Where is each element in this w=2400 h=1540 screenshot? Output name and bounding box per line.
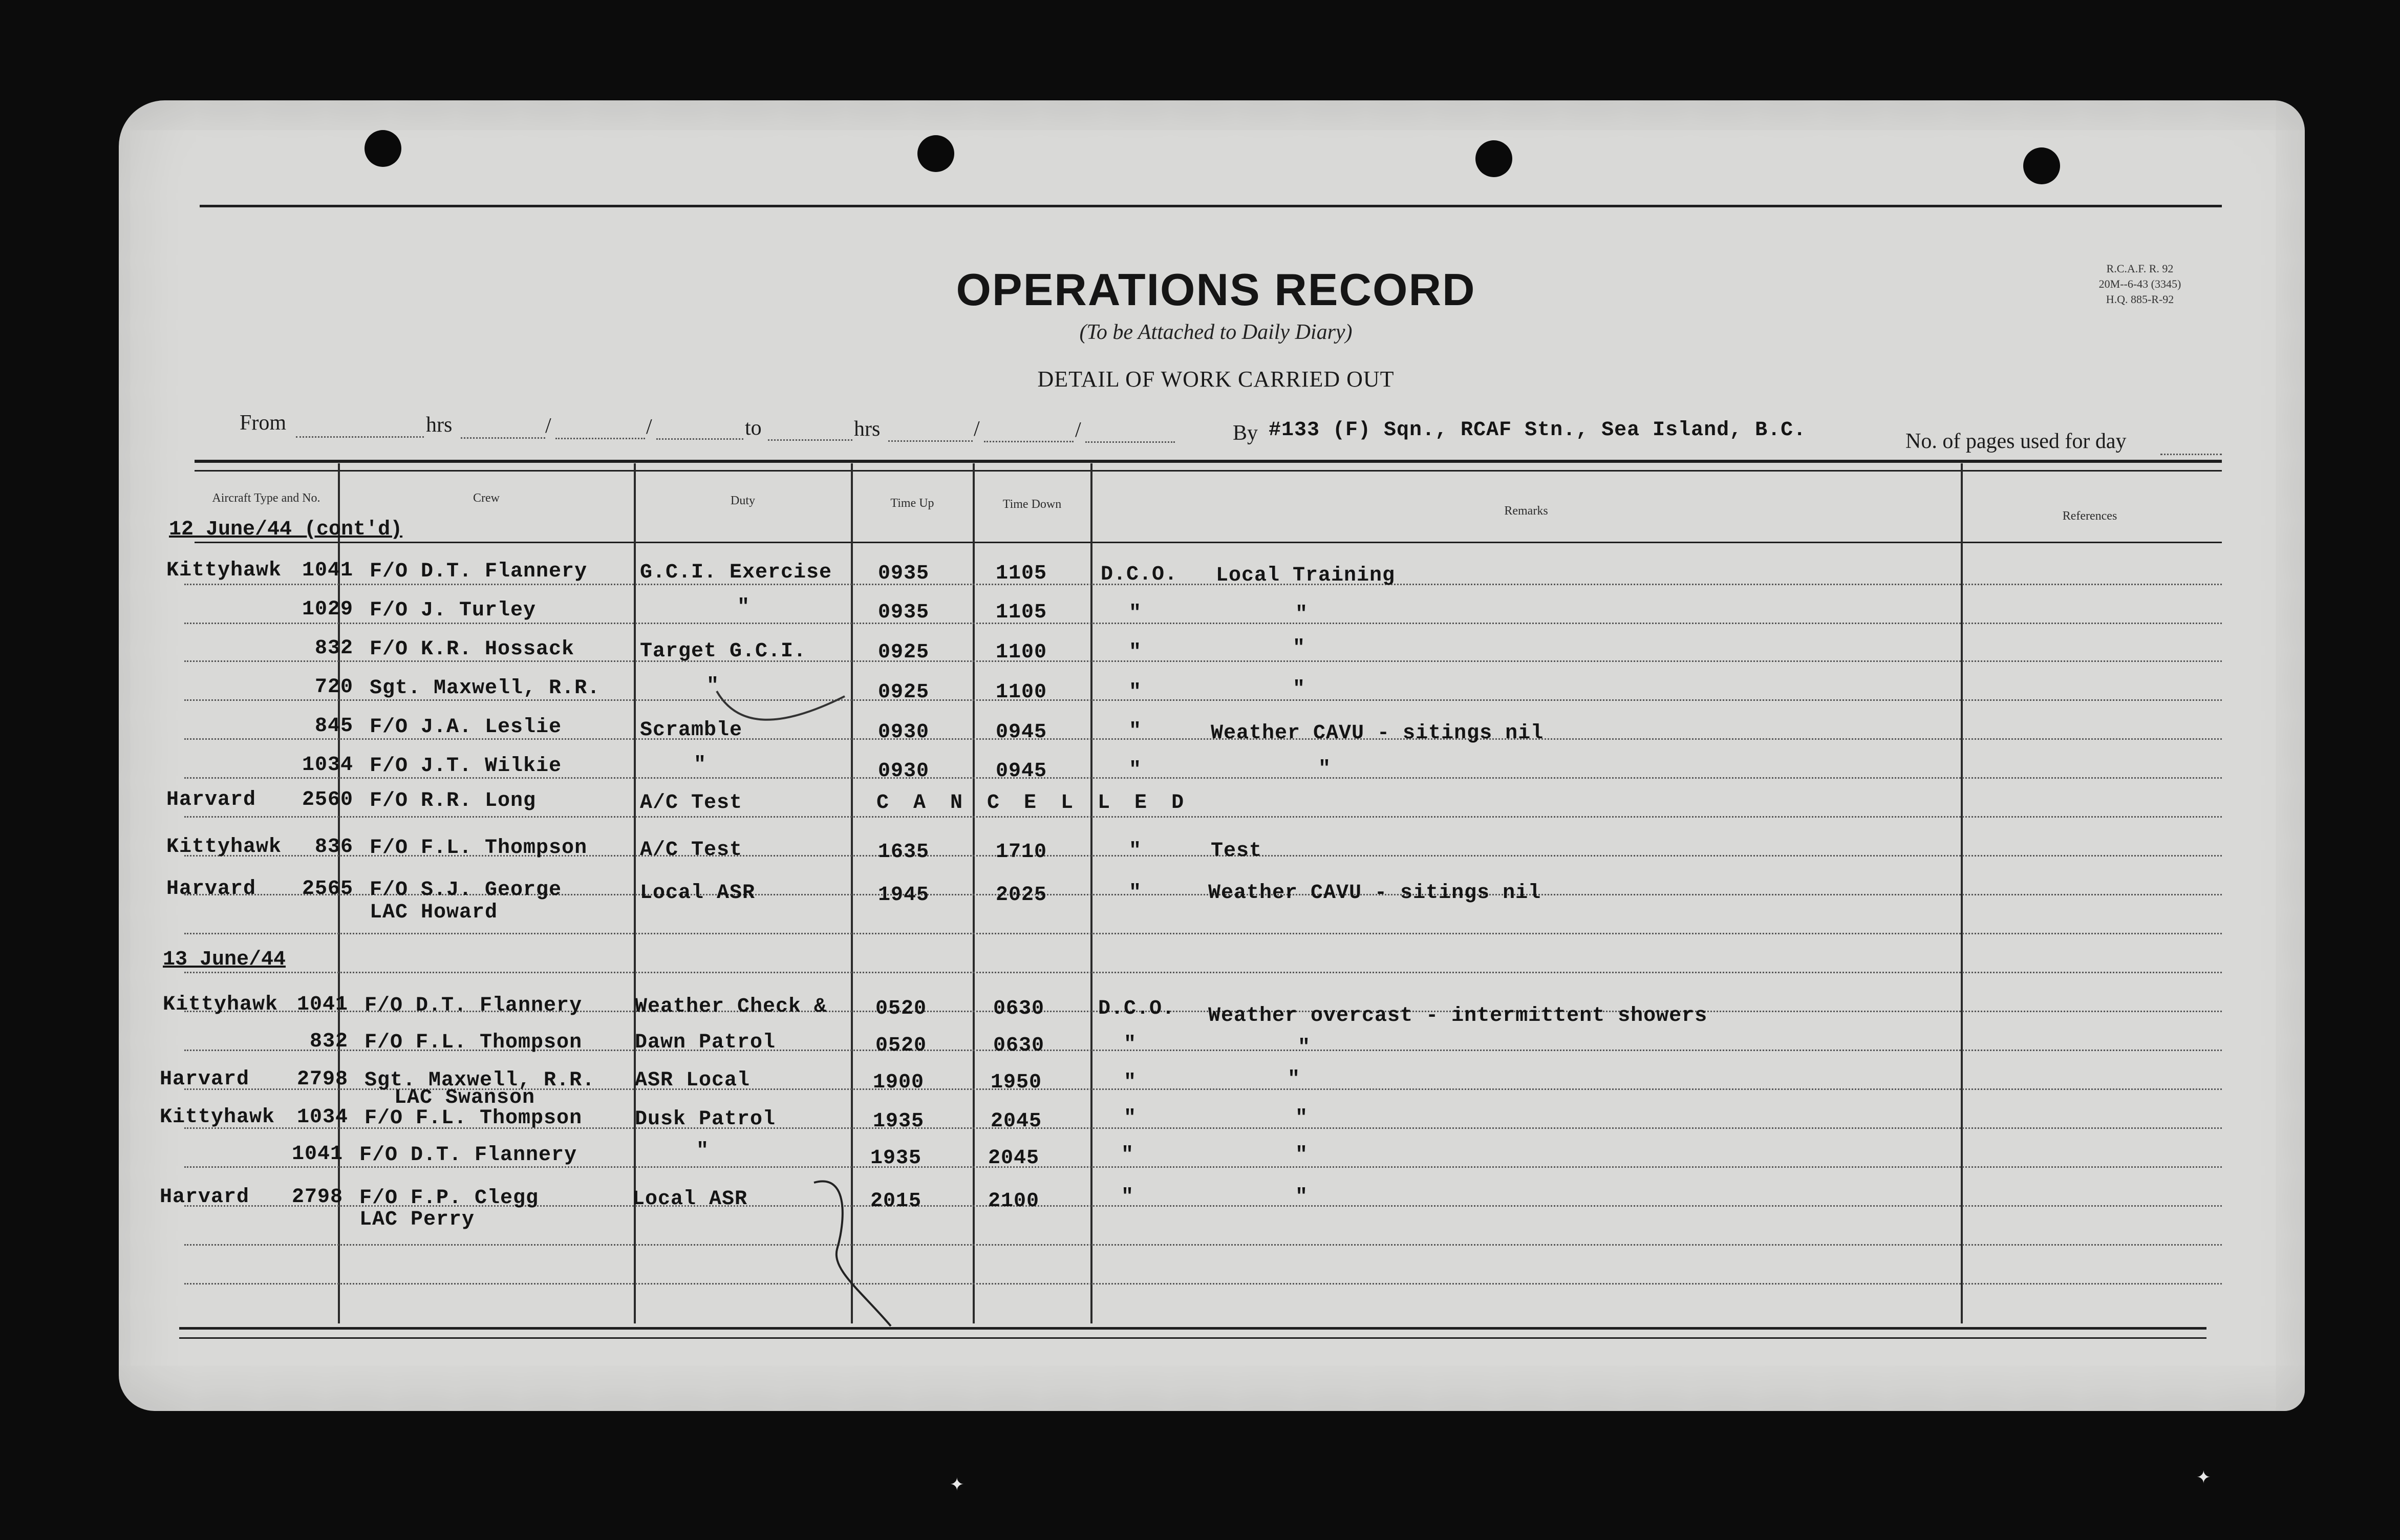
section-date: 13 June/44 bbox=[163, 948, 286, 971]
col-references: References bbox=[2062, 509, 2117, 523]
from-label: From bbox=[240, 411, 287, 435]
form-detail-heading: DETAIL OF WORK CARRIED OUT bbox=[1037, 367, 1395, 392]
to-label: to bbox=[745, 416, 762, 440]
pencil-line bbox=[809, 1172, 922, 1336]
hrs-label: hrs bbox=[426, 413, 453, 437]
form-subtitle: (To be Attached to Daily Diary) bbox=[1079, 320, 1353, 344]
col-time-down: Time Down bbox=[1002, 498, 1062, 511]
punch-hole bbox=[365, 130, 401, 167]
unit-name: #133 (F) Sqn., RCAF Stn., Sea Island, B.C. bbox=[1269, 419, 1807, 442]
col-duty: Duty bbox=[731, 494, 755, 507]
punch-hole bbox=[1475, 140, 1512, 177]
by-label: By bbox=[1233, 421, 1258, 445]
punch-hole bbox=[917, 135, 954, 172]
form-title: OPERATIONS RECORD bbox=[956, 264, 1476, 315]
pages-label: No. of pages used for day bbox=[1905, 430, 2127, 453]
cancelled-stamp: C A N C E L L E D bbox=[876, 792, 1190, 815]
top-rule bbox=[200, 205, 2222, 207]
col-time-up: Time Up bbox=[890, 497, 934, 510]
film-mark: ✦ bbox=[950, 1475, 965, 1494]
hrs-label-2: hrs bbox=[854, 417, 881, 441]
col-aircraft: Aircraft Type and No. bbox=[212, 491, 320, 505]
punch-hole bbox=[2023, 147, 2060, 184]
pencil-squiggle bbox=[706, 681, 860, 732]
col-crew: Crew bbox=[473, 491, 500, 505]
film-mark: ✦ bbox=[2196, 1468, 2211, 1487]
form-code: R.C.A.F. R. 92 20M--6-43 (3345) H.Q. 885-R-92 bbox=[2098, 262, 2181, 306]
section-date: 12 June/44 (cont'd) bbox=[169, 518, 403, 541]
col-remarks: Remarks bbox=[1504, 504, 1548, 518]
